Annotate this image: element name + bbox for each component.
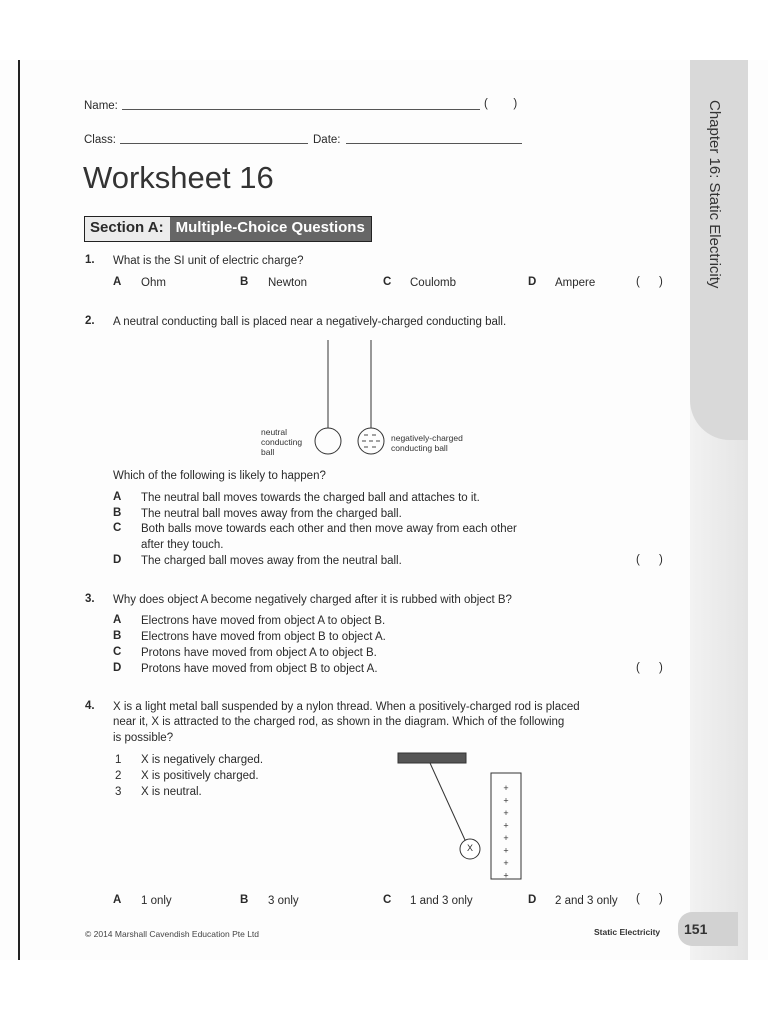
charged-label-line-1: negatively-charged (391, 433, 463, 443)
question-1-text: What is the SI unit of electric charge? (113, 255, 304, 267)
neutral-label-line-2: conducting (261, 437, 303, 447)
q2-option-a-letter: A (113, 491, 122, 503)
q3-option-a-text: Electrons have moved from object A to object B. (141, 615, 386, 627)
positive-charge-mark: + (503, 858, 509, 868)
q3-option-d-letter: D (113, 662, 122, 674)
support-bar (398, 753, 466, 763)
q4-option-d-text: 2 and 3 only (555, 895, 618, 907)
q2-option-c-letter: C (113, 522, 122, 534)
positive-charge-mark: + (503, 870, 509, 881)
question-4-text-line-2: near it, X is attracted to the charged rod, as shown in the diagram. Which of the following (113, 716, 565, 728)
q2-option-c-text: Both balls move towards each other and then move away from each other (141, 523, 517, 535)
q2-option-d-letter: D (113, 554, 122, 566)
neutral-ball (315, 428, 341, 454)
question-3-text: Why does object A become negatively charged after it is rubbed with object B? (113, 594, 512, 606)
q4-option-c-letter: C (383, 894, 392, 906)
q3-option-c-text: Protons have moved from object A to object B. (141, 647, 377, 659)
q3-answer-bracket: ( ) (636, 662, 663, 674)
q4-option-b-letter: B (240, 894, 249, 906)
q1-option-d-text: Ampere (555, 277, 596, 289)
charged-label-line-2: conducting ball (391, 443, 448, 453)
q3-option-b-letter: B (113, 630, 122, 642)
scan-edge (18, 60, 20, 960)
q1-option-c-letter: C (383, 276, 392, 288)
q4-option-a-text: 1 only (141, 895, 172, 907)
scan-top-margin (0, 0, 768, 60)
q3-option-a-letter: A (113, 614, 122, 626)
name-field-line (122, 109, 480, 110)
scan-bottom-margin (0, 960, 768, 1024)
nylon-thread (430, 763, 465, 840)
question-3-number: 3. (85, 593, 95, 605)
neutral-label-line-1: neutral (261, 427, 287, 437)
q4-statement-2-text: X is positively charged. (141, 770, 259, 782)
q3-option-b-text: Electrons have moved from object B to object A. (141, 631, 386, 643)
q2-option-b-text: The neutral ball moves away from the charged ball. (141, 508, 402, 520)
question-1-number: 1. (85, 254, 95, 266)
question-2-prompt: Which of the following is likely to happen? (113, 470, 326, 482)
q3-option-c-letter: C (113, 646, 122, 658)
charged-ball-label (391, 433, 463, 453)
q4-rod-diagram (390, 748, 530, 883)
q1-option-d-letter: D (528, 276, 537, 288)
q4-statement-1-number: 1 (115, 754, 122, 766)
negative-charge-marks (362, 435, 380, 447)
question-2-text: A neutral conducting ball is placed near a negatively-charged conducting ball. (113, 316, 507, 328)
q1-option-a-text: Ohm (141, 277, 166, 289)
footer-copyright: © 2014 Marshall Cavendish Education Pte Ltd (85, 929, 260, 939)
section-title: Multiple-Choice Questions (170, 217, 371, 241)
footer-topic: Static Electricity (594, 927, 661, 937)
q4-option-c-text: 1 and 3 only (410, 895, 473, 907)
positive-charge-mark: + (503, 845, 509, 856)
q1-option-c-text: Coulomb (410, 277, 457, 289)
q4-statement-3-text: X is neutral. (141, 786, 202, 798)
class-label: Class: (84, 134, 116, 146)
question-4-number: 4. (85, 700, 95, 712)
q1-answer-bracket: ( ) (636, 276, 663, 288)
q2-option-d-text: The charged ball moves away from the neutral ball. (141, 555, 402, 567)
question-4-text-line-3: is possible? (113, 732, 174, 744)
q1-option-b-letter: B (240, 276, 249, 288)
q3-option-d-text: Protons have moved from object B to object A. (141, 663, 378, 675)
q4-option-d-letter: D (528, 894, 537, 906)
positive-charge-mark: + (503, 783, 509, 793)
q2-option-b-letter: B (113, 507, 122, 519)
neutral-ball-label (261, 427, 302, 457)
q1-option-b-text: Newton (268, 277, 307, 289)
class-field-line (120, 143, 308, 144)
q4-option-a-letter: A (113, 894, 122, 906)
section-heading (84, 216, 372, 242)
ball-x-label: X (466, 843, 473, 853)
q4-answer-bracket: ( ) (636, 893, 663, 905)
positive-charge-mark: + (503, 833, 509, 843)
question-2-number: 2. (85, 315, 95, 327)
q4-statement-2-number: 2 (115, 770, 122, 782)
positive-charge-mark: + (503, 808, 509, 818)
q4-statement-3-number: 3 (115, 786, 122, 798)
q1-option-a-letter: A (113, 276, 122, 288)
section-label: Section A: (85, 217, 170, 241)
q2-option-a-text: The neutral ball moves towards the charged ball and attaches to it. (141, 492, 480, 504)
name-label: Name: (84, 100, 118, 112)
question-4-text-line-1: X is a light metal ball suspended by a nylon thread. When a positively-charged rod is placed (113, 701, 580, 713)
date-field-line (346, 143, 522, 144)
positive-charge-mark: + (503, 795, 509, 806)
q4-option-b-text: 3 only (268, 895, 299, 907)
page-number: 151 (684, 921, 708, 937)
q4-statement-1-text: X is negatively charged. (141, 754, 264, 766)
name-bracket: ( ) (484, 98, 518, 110)
positive-charge-mark: + (503, 820, 509, 831)
q2-answer-bracket: ( ) (636, 554, 663, 566)
q2-option-c-text-continued: after they touch. (141, 539, 224, 551)
rod-positive-charges (503, 783, 508, 881)
worksheet-title: Worksheet 16 (83, 160, 274, 195)
date-label: Date: (313, 134, 341, 146)
neutral-label-line-3: ball (261, 447, 275, 457)
chapter-title: Chapter 16: Static Electricity (706, 100, 723, 289)
